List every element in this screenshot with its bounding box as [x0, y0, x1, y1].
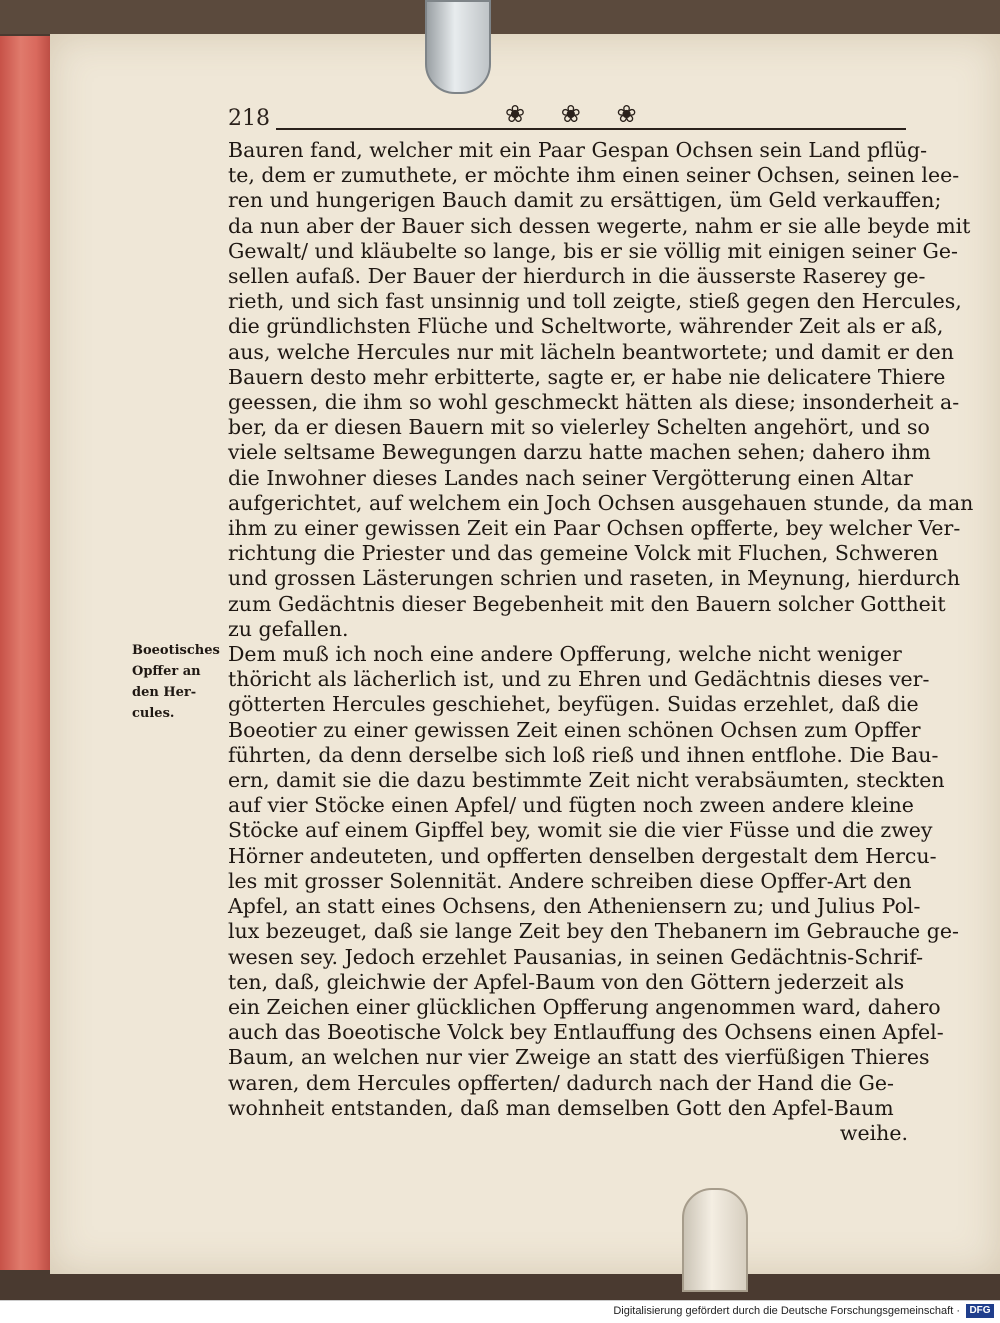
text-line: Boeotier zu einer gewissen Zeit einen schönen Ochsen zum Opffer [228, 717, 921, 742]
text-line: viele seltsame Bewegungen darzu hatte machen sehen; dahero ihm [228, 440, 931, 465]
text-line: Apfel, an statt eines Ochsens, den Atheniensern zu; und Julius Pol- [228, 894, 921, 919]
footer-bar [0, 1300, 1000, 1323]
dfg-logo: DFG [966, 1304, 994, 1318]
text-line: sellen aufaß. Der Bauer der hierdurch in die äusserste Raserey ge- [228, 264, 926, 289]
text-line: die Inwohner dieses Landes nach seiner Vergötterung einen Altar [228, 465, 913, 490]
text-line: ren und hungerigen Bauch damit zu ersättigen, üm Geld verkauffen; [228, 188, 942, 213]
text-line: wesen sey. Jedoch erzehlet Pausanias, in seinen Gedächtnis-Schrif- [228, 944, 924, 969]
text-line: Bauren fand, welcher mit ein Paar Gespan Ochsen sein Land pflüg- [228, 138, 928, 162]
text-line: auf vier Stöcke einen Apfel/ und fügten noch zween andere kleine [228, 793, 914, 818]
page-clip-bottom [682, 1188, 748, 1292]
text-line: richtung die Priester und das gemeine Volck mit Fluchen, Schweren [228, 541, 939, 566]
text-line: weihe. [839, 1120, 908, 1145]
margin-note-line: Opffer an [132, 664, 201, 679]
text-line: ten, daß, gleichwie der Apfel-Baum von den Göttern jederzeit als [228, 969, 905, 994]
margin-note-line: Boeotisches [132, 643, 220, 658]
text-line: Hörner andeuteten, und opfferten denselben dergestalt dem Hercu- [228, 843, 937, 868]
text-line: führten, da denn derselbe sich loß rieß und ihnen entflohe. Die Bau- [228, 742, 939, 767]
page-clip-top [425, 0, 491, 94]
text-line: zum Gedächtnis dieser Begebenheit mit den Bauern solcher Gottheit [228, 591, 946, 616]
text-line: Stöcke auf einem Gipffel bey, womit sie die vier Füsse und die zwey [228, 818, 933, 843]
text-line: auch das Boeotische Volck bey Entlauffung des Ochsens einen Apfel- [228, 1020, 944, 1045]
header-ornament: ❀ ❀ ❀ [505, 100, 651, 128]
text-line: rieth, und sich fast unsinnig und toll zeigte, stieß gegen den Hercules, [228, 289, 962, 314]
text-line: lux bezeuget, daß sie lange Zeit bey den Thebanern im Gebrauche ge- [228, 919, 959, 944]
text-line: te, dem er zumuthete, er möchte ihm einen seiner Ochsen, seinen lee- [228, 163, 960, 188]
text-line: ern, damit sie die dazu bestimmte Zeit nicht verabsäumten, steckten [228, 768, 945, 793]
text-line: Gewalt/ und kläubelte so lange, bis er sie völlig mit einigen seiner Ge- [228, 238, 958, 263]
footer-credit: Digitalisierung gefördert durch die Deutsche Forschungsgemeinschaft · [613, 1305, 960, 1317]
body-text [228, 138, 974, 1146]
text-line: Baum, an welchen nur vier Zweige an statt des vierfüßigen Thieres [228, 1045, 930, 1070]
book-top-shadow [0, 0, 1000, 34]
text-line: und grossen Lästerungen schrien und raseten, in Meynung, hierdurch [228, 566, 961, 591]
text-line: Bauern desto mehr erbitterte, sagte er, er habe nie delicatere Thiere [228, 364, 946, 389]
text-line: wohnheit entstanden, daß man demselben Gott den Apfel-Baum [228, 1095, 894, 1120]
text-line: ihm zu einer gewissen Zeit ein Paar Ochsen opfferte, bey welcher Ver- [228, 516, 961, 541]
text-line: die gründlichsten Flüche und Scheltworte, währender Zeit als er aß, [228, 314, 944, 339]
margin-note-line: den Her- [132, 685, 197, 700]
text-line: götterten Hercules geschiehet, beyfügen. Suidas erzehlet, daß die [228, 692, 919, 717]
text-line: zu gefallen. [228, 616, 349, 641]
text-line: ein Zeichen einer glücklichen Opfferung angenommen ward, dahero [228, 994, 941, 1019]
header-rule [276, 128, 906, 130]
text-line: da nun aber der Bauer sich dessen wegerte, nahm er sie alle beyde mit [228, 213, 971, 238]
text-line: geessen, die ihm so wohl geschmeckt hätten als diese; insonderheit a- [228, 390, 960, 415]
margin-note [132, 640, 222, 724]
text-line: les mit grosser Solennität. Andere schreiben diese Opffer-Art den [228, 868, 912, 893]
text-line: waren, dem Hercules opfferten/ dadurch nach der Hand die Ge- [228, 1070, 894, 1095]
text-line: aus, welche Hercules nur mit lächeln beantwortete; und damit er den [228, 339, 954, 364]
text-line: aufgerichtet, auf welchem ein Joch Ochsen ausgehauen stunde, da man [228, 490, 974, 515]
text-line: ber, da er diesen Bauern mit so vielerley Schelten angehört, und so [228, 415, 930, 440]
margin-note-line: cules. [132, 706, 175, 721]
page-number: 218 [228, 106, 270, 131]
text-line: thöricht als lächerlich ist, und zu Ehren und Gedächtnis dieses ver- [228, 667, 930, 692]
text-line: Dem muß ich noch eine andere Opfferung, welche nicht weniger [228, 642, 902, 667]
red-page-edge [0, 36, 52, 1270]
